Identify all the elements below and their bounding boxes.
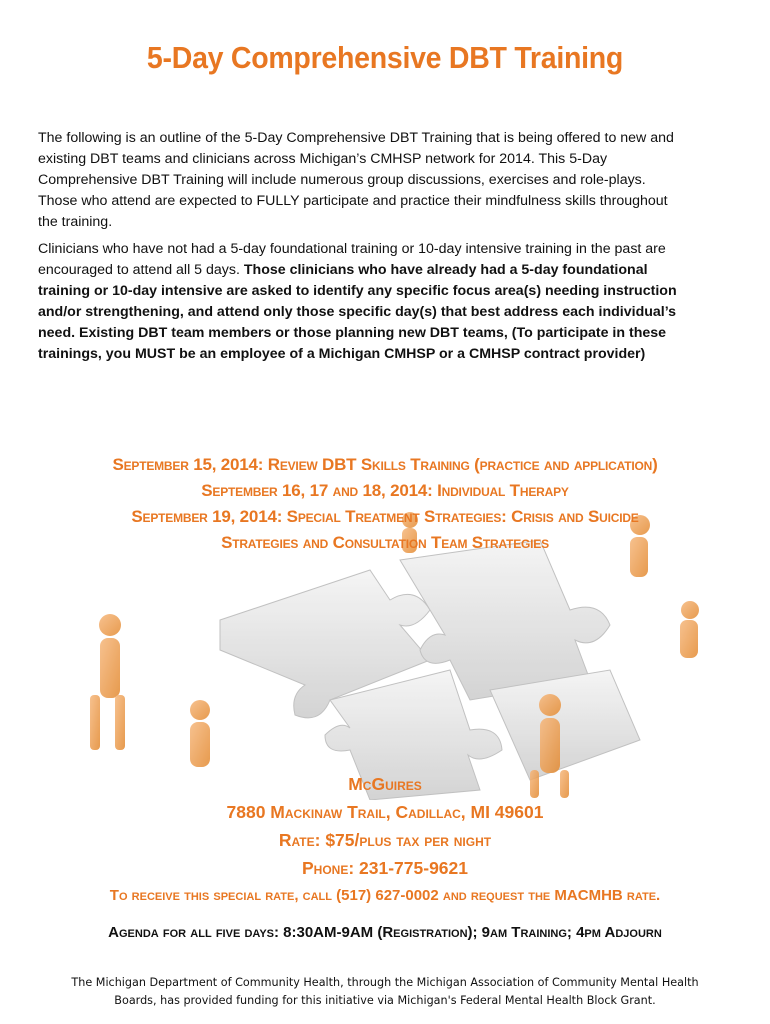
schedule-line: September 16, 17 and 18, 2014: Individual Therapy	[201, 481, 569, 500]
intro-text	[38, 128, 688, 371]
venue-phone: Phone: 231-775-9621	[301, 858, 468, 878]
venue-name: McGuires	[348, 774, 422, 794]
footer-line-2: Boards, has provided funding for this initiative via Michigan's Federal Mental Health Block Grant.	[114, 994, 656, 1007]
schedule-line: September 15, 2014: Review DBT Skills Training (practice and application)	[112, 455, 658, 474]
puzzle-pieces	[220, 540, 640, 800]
agenda-line: Agenda for all five days: 8:30AM-9AM (Registration); 9am Training; 4pm Adjourn	[108, 924, 662, 941]
venue-address: 7880 Mackinaw Trail, Cadillac, MI 49601	[226, 802, 544, 822]
venue-rate-note: To receive this special rate, call (517) 627-0002 and request the MACMHB rate.	[109, 887, 661, 904]
intro-paragraph-2	[38, 239, 688, 365]
schedule-line: Strategies and Consultation Team Strategies	[221, 533, 549, 552]
intro-paragraph-2-normal: Clinicians who have not had a 5-day foundational training or 10-day intensive training in the past are encouraged to attend all 5 days.	[38, 241, 666, 278]
footer-line-1: The Michigan Department of Community Health, through the Michigan Association of Community Mental Health	[71, 976, 699, 989]
intro-paragraph-1: The following is an outline of the 5-Day Comprehensive DBT Training that is being offered to new and existing DBT teams and clinicians across Michigan’s CMHSP network for 2014. This 5-Day Comprehensive DBT Training will include numerous group discussions, exercises and role-plays. Those who attend are expected to FULLY participate and practice their mindfulness skills throughout the training.	[38, 130, 674, 230]
page-title: 5-Day Comprehensive DBT Training	[146, 40, 624, 75]
venue-info	[0, 770, 770, 910]
intro-paragraph-2-bold: Those clinicians who have already had a 5-day foundational training or 10-day intensive are asked to identify any specific focus area(s) needing instruction and/or strengthening, and attend only those specific day(s) that best address each individual’s need. Existing DBT team members or those planning new DBT teams, (To participate in these trainings, you MUST be an employee of a Michigan CMHSP or a CMHSP contract provider)	[38, 262, 677, 362]
funding-footer	[40, 974, 730, 1010]
schedule-line: September 19, 2014: Special Treatment Strategies: Crisis and Suicide	[131, 507, 639, 526]
training-schedule	[20, 452, 750, 556]
venue-rate: Rate: $75/plus tax per night	[278, 830, 492, 850]
